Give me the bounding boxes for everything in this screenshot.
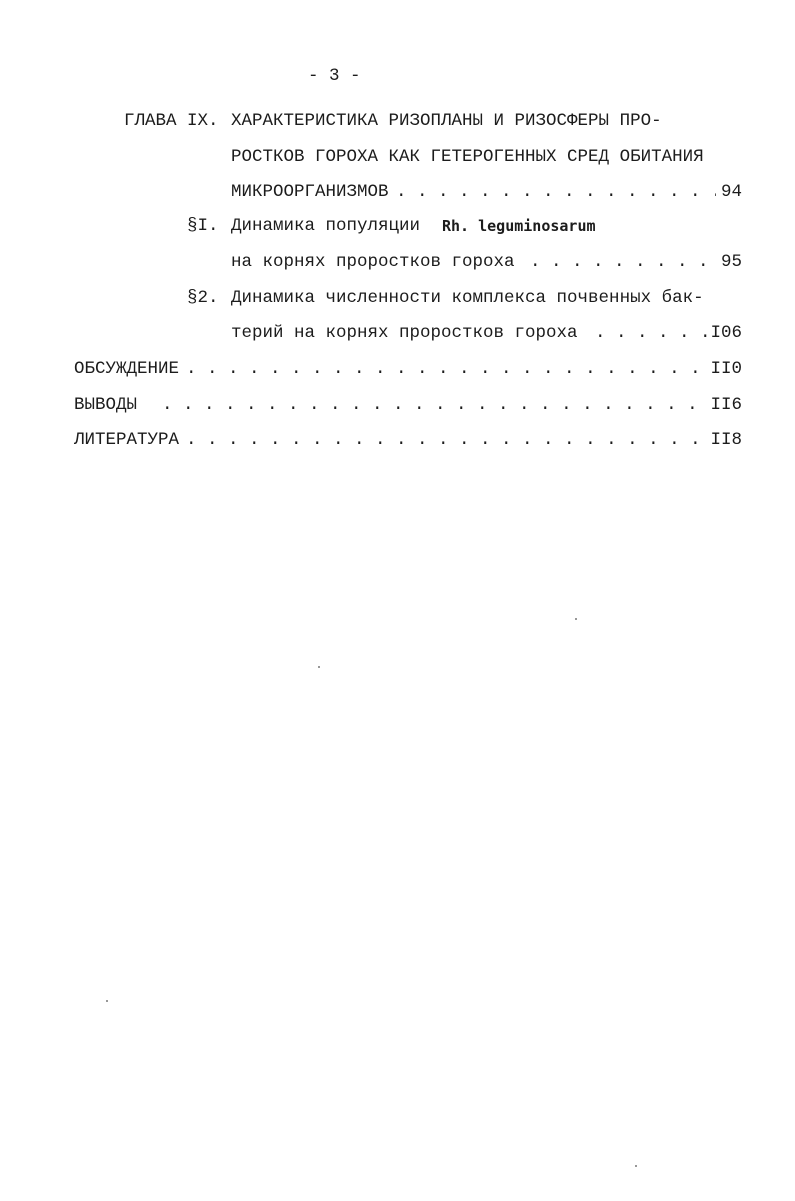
scan-speck <box>106 1000 108 1002</box>
leader-dots <box>530 250 716 274</box>
toc-entry-discussion: ОБСУЖДЕНИЕ <box>74 359 180 379</box>
chapter-title-line-3: МИКРООРГАНИЗМОВ <box>231 182 389 202</box>
chapter-page-number: 94 <box>720 182 742 202</box>
toc-entry-page: II8 <box>710 430 742 450</box>
chapter-title-line-1: ХАРАКТЕРИСТИКА РИЗОПЛАНЫ И РИЗОСФЕРЫ ПРО- <box>231 111 662 131</box>
scan-speck <box>635 1165 637 1167</box>
section-title-line-1: Динамика численности комплекса почвенных бак- <box>231 288 704 308</box>
page-number: - 3 - <box>308 66 361 86</box>
scan-speck <box>575 618 577 620</box>
leader-dots <box>162 393 707 417</box>
leader-dots <box>186 357 712 381</box>
leader-dots <box>186 428 707 452</box>
section-marker: §2. <box>187 288 219 308</box>
scan-speck <box>318 666 320 668</box>
section-page-number: 95 <box>720 252 742 272</box>
toc-entry-page: II0 <box>710 359 742 379</box>
leader-dots <box>396 180 716 204</box>
toc-entry-page: II6 <box>710 395 742 415</box>
chapter-title-line-2: РОСТКОВ ГОРОХА КАК ГЕТЕРОГЕННЫХ СРЕД ОБИТАНИЯ <box>231 147 704 167</box>
species-name: Rh. leguminosarum <box>442 217 596 235</box>
section-title-line-2: на корнях проростков гороха <box>231 252 515 272</box>
section-page-number: I06 <box>710 323 742 343</box>
toc-entry-conclusions: ВЫВОДЫ <box>74 395 138 415</box>
leader-dots <box>595 321 707 345</box>
section-marker: §I. <box>187 216 219 236</box>
section-title-line-2: терий на корнях проростков гороха <box>231 323 578 343</box>
section-title-line-1: Динамика популяции <box>231 216 421 236</box>
toc-entry-literature: ЛИТЕРАТУРА <box>74 430 180 450</box>
chapter-label: ГЛАВА IX. <box>124 111 219 131</box>
